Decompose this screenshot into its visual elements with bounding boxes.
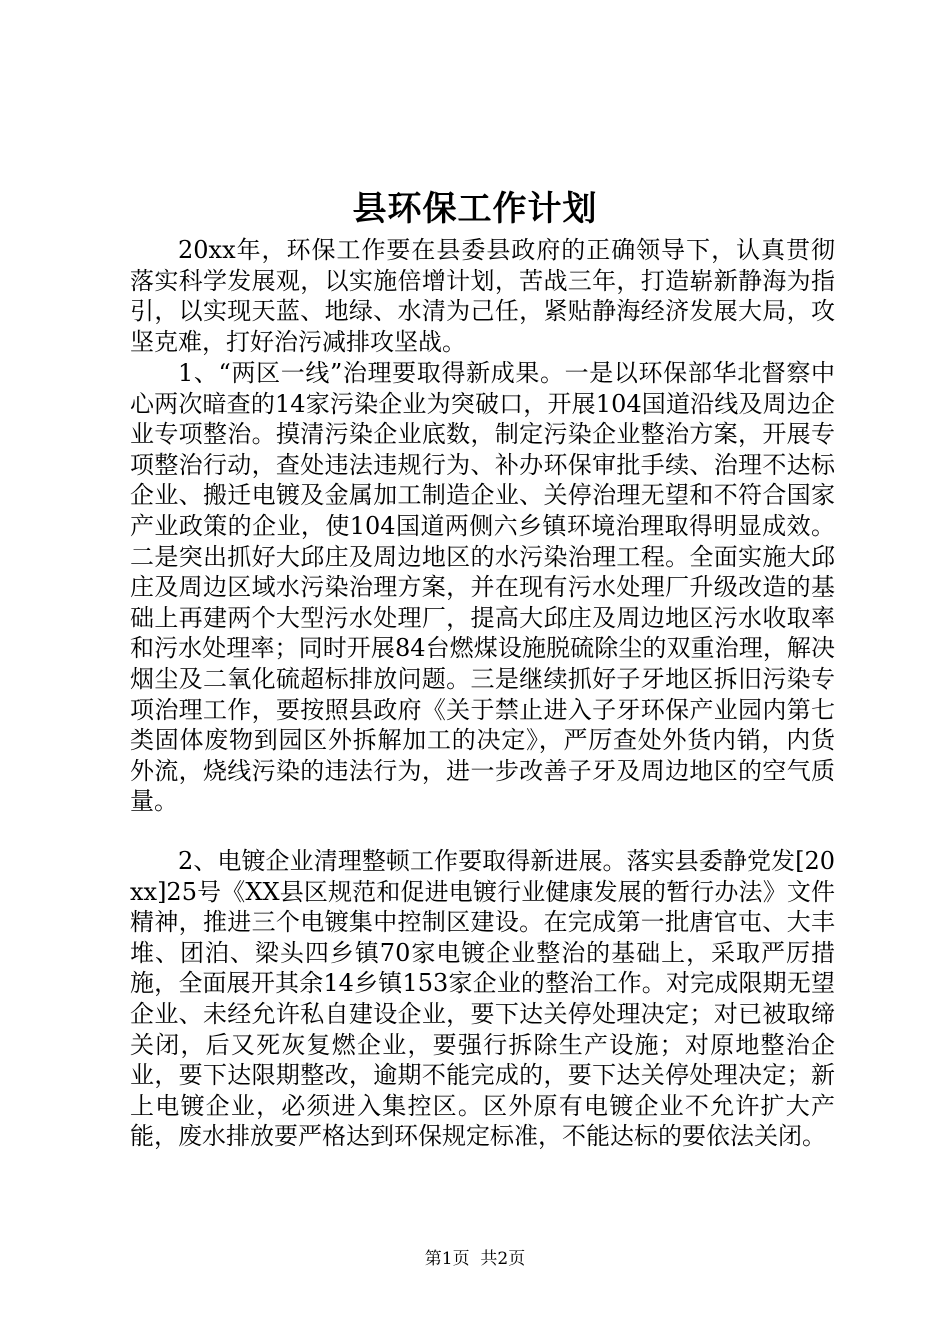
paragraph-item-1 — [130, 358, 835, 817]
page-footer — [0, 1247, 950, 1271]
document-title: 县环保工作计划 — [352, 189, 598, 229]
paragraph-text: 2、电镀企业清理整顿工作要取得新进展。落实县委静党发[20xx]25号《XX县区规范和促进电镀行业健康发展的暂行办法》文件精神，推进三个电镀集中控制区建设。在完成第一批唐官屯、大丰堆、团泊、梁头四乡镇70家电镀企业整治的基础上，采取严厉措施，全面展开其余14乡镇153家企业的整治工作。对完成限期无望企业、未经允许私自建设企业，要下达关停处理决定；对已被取缔关闭，后又死灰复燃企业，要强行拆除生产设施；对原地整治企业，要下达限期整改，逾期不能完成的，要下达关停处理决定；新上电镀企业，必须进入集控区。区外原有电镀企业不允许扩大产能，废水排放要严格达到环保规定标准，不能达标的要依法关闭。 — [130, 847, 835, 1151]
paragraph-intro — [130, 235, 835, 357]
paragraph-text: 20xx年，环保工作要在县委县政府的正确领导下，认真贯彻落实科学发展观，以实施倍增计划，苦战三年，打造崭新静海为指引，以实现天蓝、地绿、水清为己任，紧贴静海经济发展大局，攻坚克难，打好治污减排攻坚战。 — [130, 236, 835, 356]
paragraph-text: 1、“两区一线”治理要取得新成果。一是以环保部华北督察中心两次暗查的14家污染企业为突破口，开展104国道沿线及周边企业专项整治。摸清污染企业底数，制定污染企业整治方案，开展专项整治行动，查处违法违规行为、补办环保审批手续、治理不达标企业、搬迁电镀及金属加工制造企业、关停治理无望和不符合国家产业政策的企业，使104国道两侧六乡镇环境治理取得明显成效。二是突出抓好大邱庄及周边地区的水污染治理工程。全面实施大邱庄及周边区域水污染治理方案，并在现有污水处理厂升级改造的基础上再建两个大型污水处理厂，提高大邱庄及周边地区污水收取率和污水处理率；同时开展84台燃煤设施脱硫除尘的双重治理，解决烟尘及二氧化硫超标排放问题。三是继续抓好子牙地区拆旧污染专项治理工作，要按照县政府《关于禁止进入子牙环保产业园内第七类固体废物到园区外拆解加工的决定》，严厉查处外货内销，内货外流，烧线污染的违法行为，进一步改善子牙及周边地区的空气质量。 — [130, 359, 835, 816]
paragraph-item-2 — [130, 846, 835, 1152]
page-number: 第1页 共2页 — [424, 1249, 526, 1269]
